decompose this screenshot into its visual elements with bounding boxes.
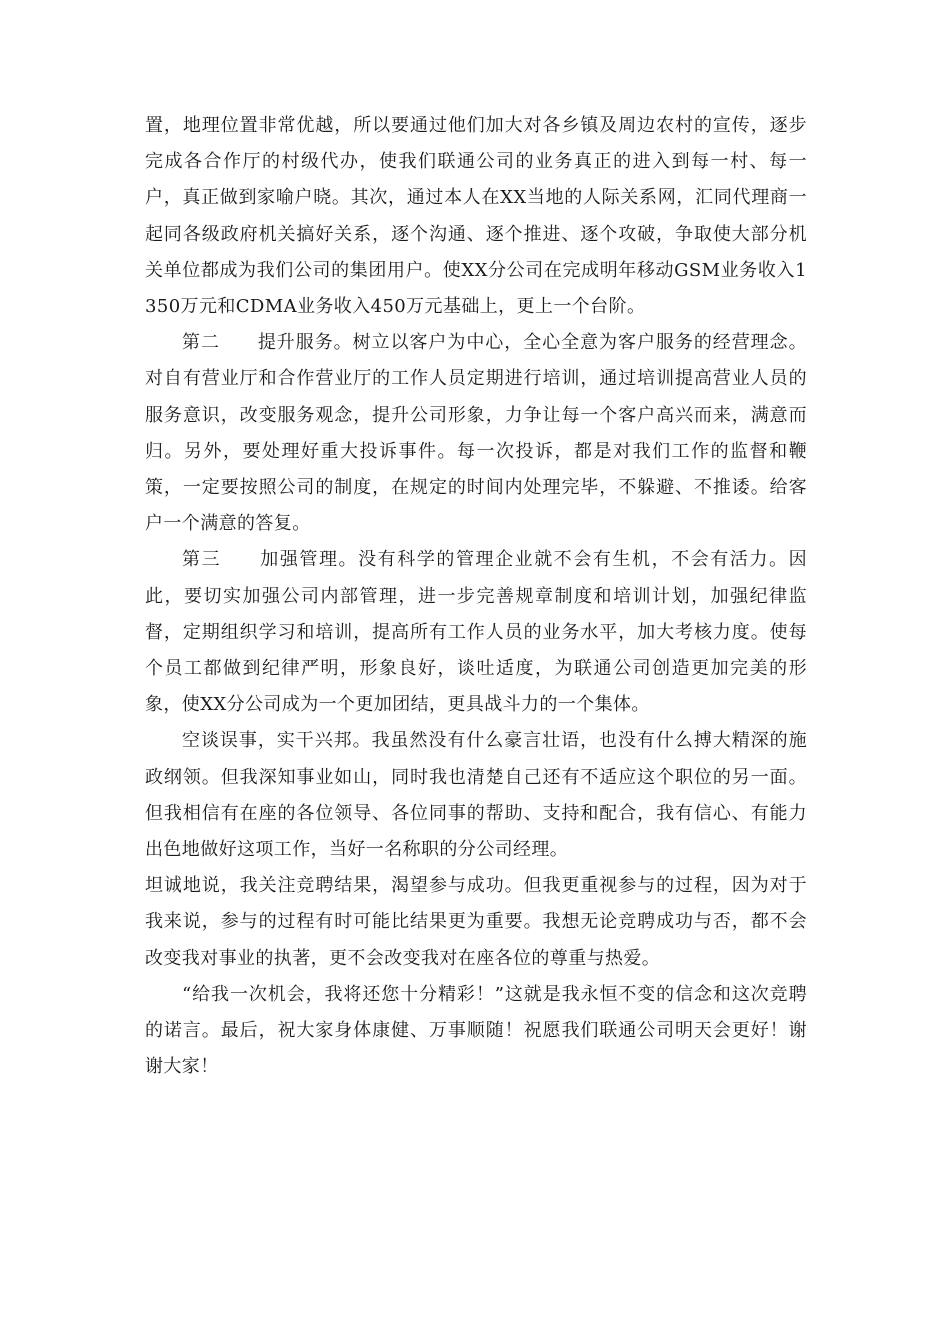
document-body [145,108,807,1085]
paragraph-closing: “给我一次机会，我将还您十分精彩！”这就是我永恒不变的信念和这次竞聘的诺言。最后，祝大家身体康健、万事顺随！祝愿我们联通公司明天会更好！谢谢大家！ [145,983,807,1078]
paragraph-continuation: 置，地理位置非常优越，所以要通过他们加大对各乡镇及周边农村的宣传，逐步完成各合作厅的村级代办，使我们联通公司的业务真正的进入到每一村、每一户，真正做到家喻户晓。其次，通过本人在XX当地的人际关系网，汇同代理商一起同各级政府机关搞好关系，逐个沟通、逐个推进、逐个攻破，争取使大部分机关单位都成为我们公司的集团用户。使XX分公司在完成明年移动GSM业务收入1350万元和CDMA业务收入450万元基础上，更上一个台阶。 [145,115,807,318]
paragraph-attitude: 坦诚地说，我关注竞聘结果，渴望参与成功。但我更重视参与的过程，因为对于我来说，参与的过程有时可能比结果更为重要。我想无论竞聘成功与否，都不会改变我对事业的执著，更不会改变我对在座各位的尊重与热爱。 [145,875,807,969]
paragraph-commitment: 空谈误事，实干兴邦。我虽然没有什么豪言壮语，也没有什么搏大精深的施政纲领。但我深知事业如山，同时我也清楚自己还有不适应这个职位的另一面。但我相信有在座的各位领导、各位同事的帮助、支持和配合，我有信心、有能力出色地做好这项工作，当好一名称职的分公司经理。 [145,730,807,861]
paragraph-service: 第二 提升服务。树立以客户为中心，全心全意为客户服务的经营理念。对自有营业厅和合作营业厅的工作人员定期进行培训，通过培训提高营业人员的服务意识，改变服务观念，提升公司形象，力争让每一个客户高兴而来，满意而归。另外，要处理好重大投诉事件。每一次投诉，都是对我们工作的监督和鞭策，一定要按照公司的制度，在规定的时间内处理完毕，不躲避、不推诿。给客户一个满意的答复。 [145,332,807,535]
paragraph-management: 第三 加强管理。没有科学的管理企业就不会有生机，不会有活力。因此，要切实加强公司内部管理，进一步完善规章制度和培训计划，加强纪律监督，定期组织学习和培训，提高所有工作人员的业务水平，加大考核力度。使每个员工都做到纪律严明，形象良好，谈吐适度，为联通公司创造更加完美的形象，使XX分公司成为一个更加团结，更具战斗力的一个集体。 [145,549,807,716]
